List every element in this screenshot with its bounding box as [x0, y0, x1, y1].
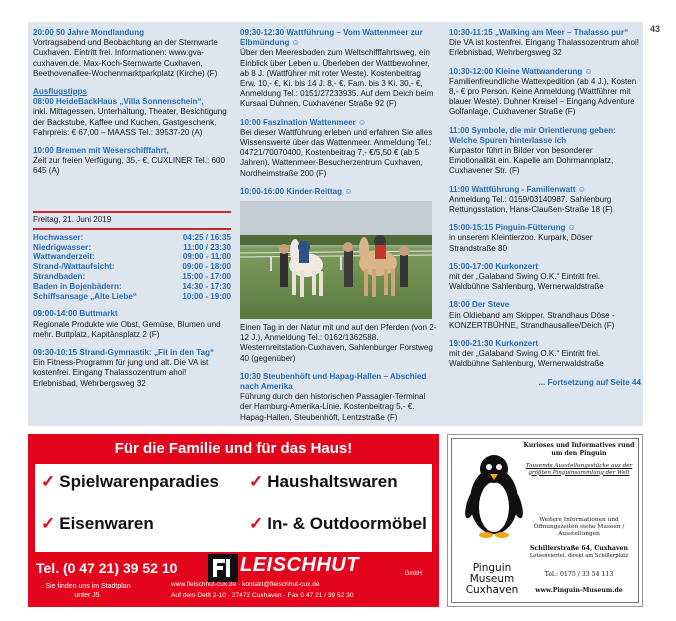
tide-table: [33, 228, 231, 302]
continued-link[interactable]: ... Fortsetzung auf Seite 44: [538, 377, 641, 387]
check-icon: ✓: [249, 472, 264, 491]
event-heading: 20:00 50 Jahre Mondlandung: [33, 28, 145, 37]
fleischhut-logo: LEISCHHUT GmbH: [206, 553, 426, 583]
event-heading: 09:00-14:00 Buttmarkt: [33, 309, 118, 319]
event-text: Über den Meeresboden zum Weltschifffahrtsweg, ein Einblick über Leben u. Überleben der Wattbewohner, ab 8 J. (Wattführer mit roter Weste). Kostenbeitrag Erw. 10,- €, Ki. bis 14 J. 8,- €, Fam. bis 3 Ki. 30,- €, Anmeldung Tel.: 0151/27233935. Auf dem Deich beim Kursaal Duhnen, Cuxhavener Straße 92 (F): [240, 48, 434, 109]
pg-museum-name: Pinguin Museum Cuxhaven: [465, 562, 519, 596]
pg-address: Schillerstraße 64, Cuxhaven: [530, 545, 628, 552]
check-icon: ✓: [249, 514, 264, 533]
event-item: [240, 28, 438, 110]
ad-title: Für die Familie und für das Haus!: [114, 440, 353, 457]
column-2: [240, 28, 438, 431]
event-heading: 11:00 Wattführung - Familienwatt ☺: [449, 184, 587, 194]
pg-website[interactable]: www.Pinguin-Museum.de: [535, 587, 623, 594]
event-text: Kurpastor führt in Bilder von besonderer Emotionalität ein. Kapelle am Dohrmannplatz, Cuxhavener Str. (F): [449, 146, 614, 176]
event-heading: 09:30-12:30 Wattführung – Vom Wattenmeer zur Elbmündung ☺: [240, 28, 423, 48]
event-item: [449, 223, 641, 254]
pg-subtitle: Tausende Ausstellungsstücke aus der größten Pinguinsammlung der Welt: [525, 463, 633, 476]
ad-location-note: Sie finden uns im Stadtplan unter J5.: [45, 583, 131, 599]
event-text: Führung durch den historischen Passagier-Terminal der Hamburg-Amerika-Linie. Kostenbeitrag 5,- €. Hapag-Hallen, Steubenhöft, Lentzstraße (F): [240, 392, 426, 422]
pg-phone: Tel.: 0175 / 33 54 113: [544, 571, 614, 578]
event-text: inkl. Mittagessen, Unterhaltung, Theater, Besichtigung der Backstube, Kaffee und Kuchen, Gastgeschenk, Fahrpreis: € 67,00 – MAASS Tel.: 39537-20 (A): [33, 107, 227, 137]
date-heading: Freitag, 21. Juni 2019: [33, 211, 231, 225]
tide-value: 10:00 - 19:00: [182, 291, 231, 301]
ad-phone: Tel. (0 47 21) 39 52 10: [36, 560, 178, 576]
ad-item: ✓ Haushaltswaren: [249, 472, 398, 491]
tide-label: Hochwasser:: [33, 232, 84, 242]
tide-row: [33, 282, 231, 292]
event-item: [33, 28, 231, 79]
event-text: Anmeldung Tel.: 0159/03140987. Sahlenburg Rettungsstation, Hans-Claußen-Straße 18 (F): [449, 194, 613, 215]
check-icon: ✓: [41, 472, 56, 491]
event-heading: 08:00 HeideBackHaus „Villa Sonnenschein“,: [33, 97, 204, 107]
event-item: [449, 28, 641, 59]
event-text: Einen Tag in der Natur mit und auf den Pferden (von 2-12 J.), Anmeldung Tel.: 0162/1362588. Westernreitstation-Cuxhaven, Sahlenburger Forstweg 40 (gegenüber): [240, 323, 437, 363]
event-heading: 19:00-21:30 Kurkonzert: [449, 339, 539, 349]
event-heading: 09:30-10:15 Strand-Gymnastik: „Fit in den Tag“: [33, 348, 215, 358]
ad-item: ✓ Spielwarenparadies: [41, 472, 219, 491]
event-heading: 10:30-12:00 Kleine Wattwanderung ☺: [449, 66, 593, 76]
tide-row: [33, 243, 231, 253]
event-heading: 15:00-17:00 Kurkonzert: [449, 261, 539, 271]
ad-address: Auf dem Delft 2-10 · 27472 Cuxhaven · Fax 0 47 21 / 39 52 30: [171, 592, 354, 599]
event-item: [240, 372, 438, 423]
event-text: mit der „Galaband Swing O.K.“ Eintritt frei. Waldbühne Sahlenburg, Wernerwaldstraße: [449, 349, 604, 369]
event-calendar-panel: [28, 22, 643, 426]
ad-web-contact[interactable]: www.fleischhut-cux.de · kontakt@fleischhut-cux.de: [171, 581, 320, 588]
event-text: Bei dieser Wattführung erleben und erfahren Sie alles Wissenswerte über das Wattenmeer. Anmeldung Tel.: 04721/70070400, Kostenbeitrag 7,- €/5,50 € (ab 5 Jahren). Wattenmeer-Besucherzentrum Cuxhaven, Nordheimstraße 200 (F): [240, 127, 433, 178]
event-item: [449, 262, 641, 293]
ad-product-box: [35, 464, 432, 552]
event-heading: 10:30 Steubenhöft und Hapag-Hallen – Abschied nach Amerika: [240, 371, 427, 392]
event-text: Die VA ist kostenfrei. Eingang Thalassozentrum ahoi! Erlebnisbad, Wehrbergsweg 32: [449, 38, 640, 58]
event-text: Familienfreundliche Wattexpedition (ab 4 J.), Kosten 8,- € pro Person. Keine Anmeldung (Wattführer mit blauer Weste). Duhner Kreisel – Eingang Adventure Golfanlage, Cuxhavener Straße (F): [449, 76, 637, 117]
event-text: Zeit zur freien Verfügung, 35,- €, CUXLINER Tel.: 600 645 (A): [33, 156, 225, 176]
pg-address-note: Lotsenviertel, direkt am Schillerplatz: [529, 553, 629, 559]
tide-value: 11:00 / 23:30: [183, 242, 231, 252]
check-icon: ✓: [41, 514, 56, 533]
tide-label: Niedrigwasser:: [33, 242, 92, 252]
event-item: [449, 67, 641, 118]
event-text: Ein Fitness-Programm für jung und alt. Die VA ist kostenfrei. Eingang Thalassozentrum ahoi! Erlebnisbad, Wehrbergsweg 32: [33, 358, 209, 388]
tide-row: [33, 292, 231, 302]
event-item: [33, 146, 231, 177]
event-heading: 10:00 Bremen mit Weserschifffahrt,: [33, 146, 169, 156]
event-item: [240, 118, 438, 179]
pinguin-museum-advertisement: [447, 434, 643, 607]
event-item: [449, 126, 641, 177]
tide-value: 04:25 / 16:35: [182, 232, 231, 242]
pg-title: Kurioses und Informatives rund um den Pinguin: [523, 442, 635, 457]
event-heading: 15:00-15:15 Pinguin-Fütterung ☺: [449, 223, 576, 233]
tide-row: [33, 262, 231, 272]
event-heading: 10:00 Faszination Wattenmeer ☺: [240, 117, 367, 127]
event-text: Vortragsabend und Beobachtung an der Sternwarte Cuxhaven. Eintritt frei. Informationen: www.gva-cuxhaven.de. Max-Koch-Sternwarte Cuxhaven, Beethovenallee-Wochenmarktparkplatz (Kirche) (F): [33, 38, 218, 78]
event-text: Regionale Produkte wie Obst, Gemüse, Blumen und mehr. Buttplatz, Kapitänsplatz 2 (F): [33, 319, 221, 339]
event-text: in unserem Kleintierzoo. Kurpark, Döser Strandstraße 80: [449, 233, 593, 253]
event-item: [33, 348, 231, 389]
event-text: mit der „Galaband Swing O.K.“ Eintritt frei. Waldbühne Sahlenburg, Wernerwaldstraße: [449, 272, 604, 292]
tide-label: Wattwanderzeit:: [33, 252, 95, 262]
tide-label: Baden in Bojenbädern:: [33, 281, 122, 291]
tide-value: 15:00 - 17:00: [182, 272, 231, 282]
tide-label: Strand-/Wattaufsicht:: [33, 262, 115, 272]
tide-row: [33, 233, 231, 243]
penguin-icon: [458, 449, 530, 539]
tide-value: 09:00 - 11:00: [182, 252, 231, 262]
ad-item: ✓ In- & Outdoormöbel: [249, 514, 427, 533]
tide-label: Strandbaden:: [33, 272, 86, 282]
tide-value: 14:30 - 17:30: [182, 281, 231, 291]
event-item: [33, 97, 231, 138]
event-heading: 11:00 Symbole, die mir Orientierung geben: Welche Spuren hinterlasse ich: [449, 125, 616, 145]
event-heading: 10:00-16:00 Kinder-Reittag ☺: [240, 186, 353, 196]
event-text: Ein Oldieband am Skipper. Strandhaus Döse - KONZERTBÜHNE, Strandhausallee/Deich (F): [449, 310, 615, 330]
event-item: [449, 300, 641, 331]
event-item: [449, 339, 641, 370]
tide-row: [33, 252, 231, 262]
tide-row: [33, 272, 231, 282]
event-item: [33, 309, 231, 340]
tide-label: Schiffsansage „Alte Liebe“: [33, 291, 137, 301]
tide-value: 09:00 - 18:00: [182, 262, 231, 272]
section-title-ausflugstipps: Ausflugstipps: [33, 87, 87, 97]
event-item: [449, 185, 641, 216]
fleischhut-advertisement: [28, 434, 439, 607]
column-1: [33, 28, 231, 397]
ad-item: ✓ Eisenwaren: [41, 514, 154, 533]
page-number: 43: [649, 24, 660, 34]
event-heading: 18:00 Der Steve: [449, 300, 510, 310]
event-kinder-reittag: [240, 187, 438, 364]
column-3: [449, 28, 641, 388]
horse-riding-photo: [240, 201, 432, 319]
event-heading: 10:30-11:15 „Walking am Meer – Thalasso pur“: [449, 28, 629, 37]
pg-info: Weitere Informationen und Öffnungszeiten siehe Museen / Ausstellungen: [533, 517, 625, 537]
